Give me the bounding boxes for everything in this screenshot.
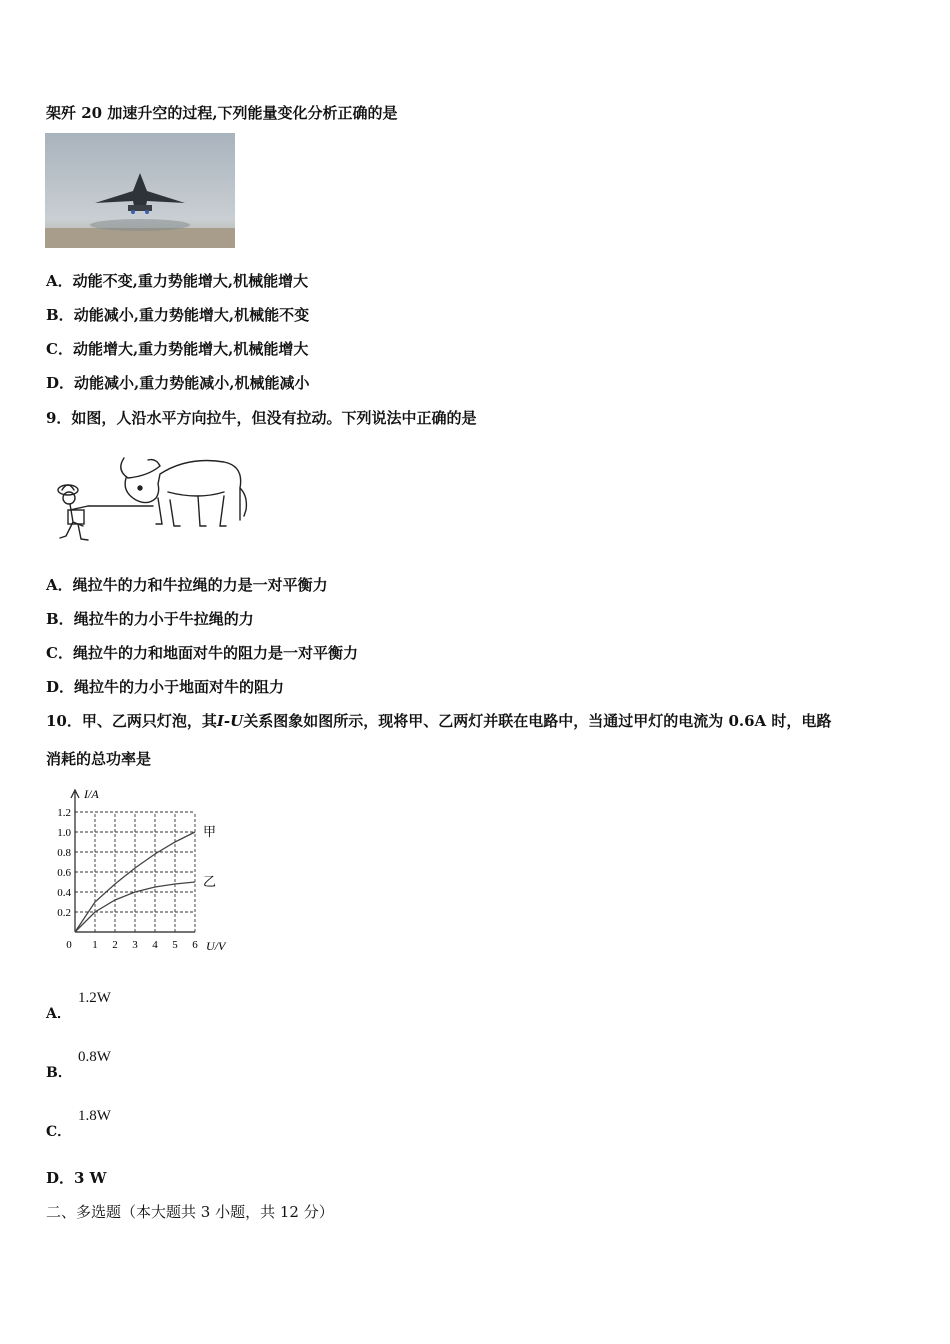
q10-stem-line2: 消耗的总功率是: [46, 750, 152, 768]
y-tick-label: 1.2: [57, 807, 71, 819]
y-tick-label: 0.2: [57, 907, 71, 919]
x-tick-label: 5: [172, 939, 178, 951]
series-label: 乙: [203, 875, 217, 890]
section-heading: 二、多选题（本大题共 3 小题，共 12 分）: [46, 1203, 334, 1221]
q10-option-c[interactable]: C．: [46, 1124, 72, 1140]
q9-stem: 9．如图，人沿水平方向拉牛，但没有拉动。下列说法中正确的是: [46, 409, 477, 427]
iu-graph: [40, 784, 250, 959]
q8-option-b[interactable]: B．动能减小,重力势能增大,机械能不变: [46, 306, 310, 324]
y-tick-label: 0.8: [57, 847, 71, 859]
ox-icon: [121, 458, 247, 526]
q8-option-d[interactable]: D．动能减小,重力势能减小,机械能减小: [46, 374, 310, 392]
y-tick-label: 0.6: [57, 867, 71, 879]
q9-option-c[interactable]: C．绳拉牛的力和地面对牛的阻力是一对平衡力: [46, 644, 358, 662]
x-tick-label: 2: [112, 939, 118, 951]
jet-photo: [45, 133, 235, 248]
man-icon: [58, 485, 88, 540]
y-axis-label: I/A: [84, 787, 99, 801]
x-tick-label: 4: [152, 939, 158, 951]
q10-stem-line1: 10．甲、乙两只灯泡，其I-U关系图象如图所示，现将甲、乙两灯并联在电路中，当通过甲灯的电流为 0.6A 时，电路: [46, 712, 832, 730]
q8-option-a[interactable]: A．动能不变,重力势能增大,机械能增大: [46, 272, 309, 290]
x-axis-label: U/V: [206, 939, 226, 953]
q9-option-a[interactable]: A．绳拉牛的力和牛拉绳的力是一对平衡力: [46, 576, 328, 594]
x-tick-label: 1: [92, 939, 98, 951]
q10-option-c-value[interactable]: 1.8W: [78, 1108, 111, 1124]
q8-option-c[interactable]: C．动能增大,重力势能增大,机械能增大: [46, 340, 309, 358]
x-tick-label: 3: [132, 939, 138, 951]
man-pulling-ox-illustration: [48, 440, 253, 548]
y-tick-label: 1.0: [57, 827, 71, 839]
q10-option-b-value[interactable]: 0.8W: [78, 1049, 111, 1065]
x-tick-label: 6: [192, 939, 198, 951]
x-tick-label: 0: [66, 939, 72, 951]
y-tick-label: 0.4: [57, 887, 71, 899]
q9-option-d[interactable]: D．绳拉牛的力小于地面对牛的阻力: [46, 678, 285, 696]
q8-stem: 架歼 20 加速升空的过程,下列能量变化分析正确的是: [46, 104, 398, 122]
q10-option-a[interactable]: A．: [46, 1006, 71, 1022]
q10-option-d[interactable]: D．3 W: [46, 1169, 107, 1187]
series-label: 甲: [203, 825, 217, 840]
q10-option-a-value[interactable]: 1.2W: [78, 990, 111, 1006]
q9-option-b[interactable]: B．绳拉牛的力小于牛拉绳的力: [46, 610, 254, 628]
q10-option-b[interactable]: B．: [46, 1065, 72, 1081]
